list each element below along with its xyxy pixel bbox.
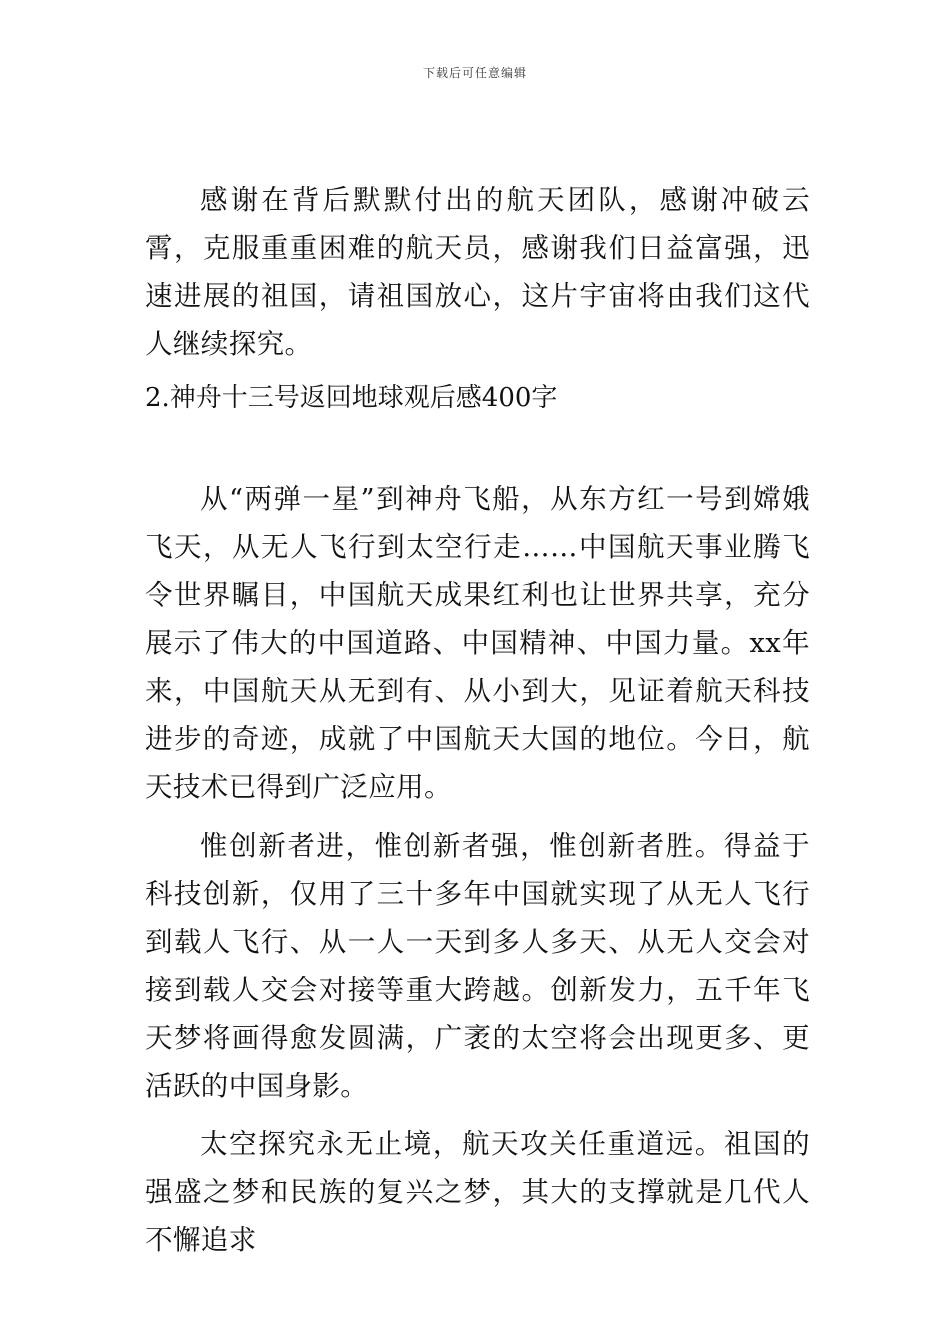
paragraph-achievements: 从“两弹一星”到神舟飞船，从东方红一号到嫦娥飞天，从无人飞行到太空行走……中国航天事业腾飞令世界瞩目，中国航天成果红利也让世界共享，充分展示了伟大的中国道路、中国精神、中国力量。xx年来，中国航天从无到有、从小到大，见证着航天科技进步的奇迹，成就了中国航天大国的地位。今日，航天技术已得到广泛应用。 — [145, 483, 810, 803]
paragraph-innovation: 惟创新者进，惟创新者强，惟创新者胜。得益于科技创新，仅用了三十多年中国就实现了从无人飞行到载人飞行、从一人一天到多人多天、从无人交会对接到载人交会对接等重大跨越。创新发力，五千年飞天梦将画得愈发圆满，广袤的太空将会出现更多、更活跃的中国身影。 — [145, 830, 810, 1102]
paragraph-exploration: 太空探究永无止境，航天攻关任重道远。祖国的强盛之梦和民族的复兴之梦，其大的支撑就是几代人不懈追求 — [145, 1128, 810, 1256]
paragraph-gratitude: 感谢在背后默默付出的航天团队，感谢冲破云霄，克服重重困难的航天员，感谢我们日益富强，迅速进展的祖国，请祖国放心，这片宇宙将由我们这代人继续探究。 — [145, 184, 810, 360]
page-header: 下载后可任意编辑 — [422, 66, 527, 80]
section-heading: 2.神舟十三号返回地球观后感400字 — [145, 383, 558, 413]
